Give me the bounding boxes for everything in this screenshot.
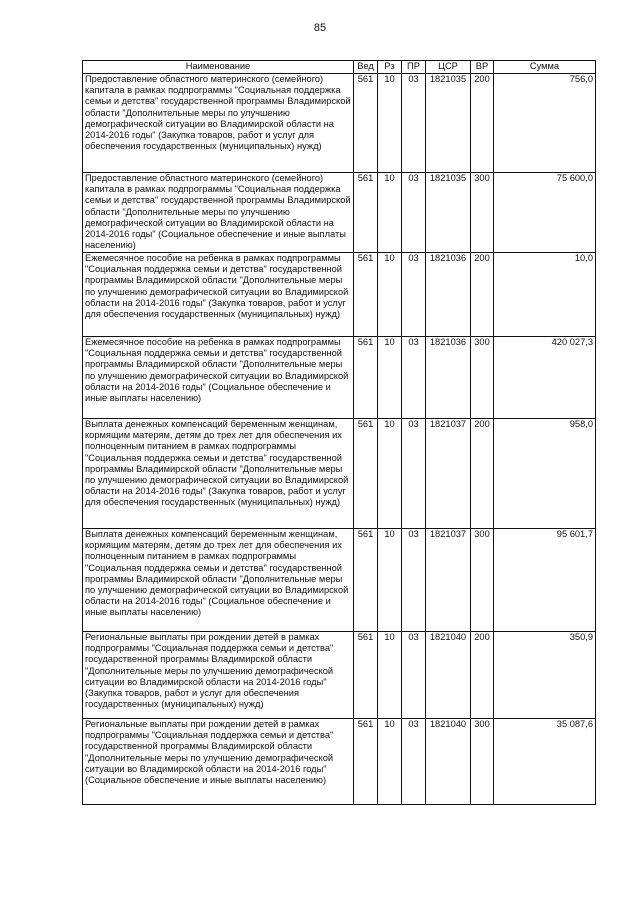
cell-pr: 03 — [402, 632, 426, 719]
cell-csr: 1821037 — [426, 419, 471, 529]
table-row — [83, 419, 596, 529]
col-header-sum: Сумма — [494, 61, 596, 74]
cell-ved: 561 — [354, 253, 378, 337]
cell-name: Предоставление областного материнского (семейного) капитала в рамках подпрограммы "Социальная поддержка семьи и детства" государственной программы Владимирской области "Дополнительные меры по улучшению демографической ситуации во Владимирской области на 2014-2016 годы" (Социальное обеспечение и иные выплаты населению) — [83, 173, 354, 253]
cell-rz: 10 — [378, 719, 402, 805]
cell-csr: 1821036 — [426, 337, 471, 419]
cell-pr: 03 — [402, 253, 426, 337]
cell-pr: 03 — [402, 719, 426, 805]
col-header-ved: Вед — [354, 61, 378, 74]
cell-rz: 10 — [378, 419, 402, 529]
cell-sum: 756,0 — [494, 74, 596, 173]
cell-name: Региональные выплаты при рождении детей в рамках подпрограммы "Социальная поддержка семьи и детства" государственной программы Владимирской области "Дополнительные меры по улучшению демографической ситуации во Владимирской области на 2014-2016 годы" (Закупка товаров, работ и услуг для обеспечения государственных (муниципальных) нужд) — [83, 632, 354, 719]
cell-name: Ежемесячное пособие на ребенка в рамках подпрограммы "Социальная поддержка семьи и детства" государственной программы Владимирской области "Дополнительные меры по улучшению демографической ситуации во Владимирской области на 2014-2016 годы" (Закупка товаров, работ и услуг для обеспечения государственных (муниципальных) нужд) — [83, 253, 354, 337]
cell-name: Выплата денежных компенсаций беременным женщинам, кормящим матерям, детям до трех лет для обеспечения их полноценным питанием в рамках подпрограммы "Социальная поддержка семьи и детства" государственной программы Владимирской области "Дополнительные меры по улучшению демографической ситуации во Владимирской области на 2014-2016 годы" (Закупка товаров, работ и услуг для обеспечения государственных (муниципальных) нужд) — [83, 419, 354, 529]
budget-table — [82, 60, 596, 805]
cell-sum: 75 600,0 — [494, 173, 596, 253]
table-row — [83, 173, 596, 253]
table-row — [83, 632, 596, 719]
col-header-csr: ЦСР — [426, 61, 471, 74]
table-row — [83, 253, 596, 337]
table-body — [83, 74, 596, 805]
cell-vr: 300 — [471, 529, 494, 632]
table-row — [83, 337, 596, 419]
cell-sum: 95 601,7 — [494, 529, 596, 632]
cell-ved: 561 — [354, 173, 378, 253]
cell-vr: 300 — [471, 173, 494, 253]
cell-sum: 35 087,6 — [494, 719, 596, 805]
cell-sum: 420 027,3 — [494, 337, 596, 419]
col-header-name: Наименование — [83, 61, 354, 74]
cell-rz: 10 — [378, 632, 402, 719]
table-row — [83, 719, 596, 805]
cell-name: Ежемесячное пособие на ребенка в рамках подпрограммы "Социальная поддержка семьи и детства" государственной программы Владимирской области "Дополнительные меры по улучшению демографической ситуации во Владимирской области на 2014-2016 годы" (Социальное обеспечение и иные выплаты населению) — [83, 337, 354, 419]
cell-vr: 300 — [471, 337, 494, 419]
cell-rz: 10 — [378, 337, 402, 419]
cell-rz: 10 — [378, 74, 402, 173]
cell-ved: 561 — [354, 529, 378, 632]
cell-csr: 1821040 — [426, 632, 471, 719]
col-header-pr: ПР — [402, 61, 426, 74]
cell-pr: 03 — [402, 337, 426, 419]
cell-sum: 10,0 — [494, 253, 596, 337]
cell-ved: 561 — [354, 719, 378, 805]
table-header-row — [83, 61, 596, 74]
cell-ved: 561 — [354, 632, 378, 719]
cell-pr: 03 — [402, 74, 426, 173]
col-header-rz: Рз — [378, 61, 402, 74]
cell-vr: 200 — [471, 419, 494, 529]
cell-name: Региональные выплаты при рождении детей в рамках подпрограммы "Социальная поддержка семьи и детства" государственной программы Владимирской области "Дополнительные меры по улучшению демографической ситуации во Владимирской области на 2014-2016 годы" (Социальное обеспечение и иные выплаты населению) — [83, 719, 354, 805]
cell-sum: 350,9 — [494, 632, 596, 719]
cell-csr: 1821037 — [426, 529, 471, 632]
cell-sum: 958,0 — [494, 419, 596, 529]
cell-ved: 561 — [354, 419, 378, 529]
col-header-vr: ВР — [471, 61, 494, 74]
cell-rz: 10 — [378, 253, 402, 337]
page-number: 85 — [313, 22, 327, 34]
table-row — [83, 529, 596, 632]
cell-vr: 200 — [471, 74, 494, 173]
cell-csr: 1821036 — [426, 253, 471, 337]
cell-ved: 561 — [354, 337, 378, 419]
cell-csr: 1821040 — [426, 719, 471, 805]
cell-name: Выплата денежных компенсаций беременным женщинам, кормящим матерям, детям до трех лет для обеспечения их полноценным питанием в рамках подпрограммы "Социальная поддержка семьи и детства" государственной программы Владимирской области "Дополнительные меры по улучшению демографической ситуации во Владимирской области на 2014-2016 годы" (Социальное обеспечение и иные выплаты населению) — [83, 529, 354, 632]
cell-rz: 10 — [378, 529, 402, 632]
cell-pr: 03 — [402, 173, 426, 253]
cell-csr: 1821035 — [426, 173, 471, 253]
cell-pr: 03 — [402, 419, 426, 529]
cell-csr: 1821035 — [426, 74, 471, 173]
cell-ved: 561 — [354, 74, 378, 173]
cell-vr: 300 — [471, 719, 494, 805]
cell-vr: 200 — [471, 253, 494, 337]
cell-vr: 200 — [471, 632, 494, 719]
cell-name: Предоставление областного материнского (семейного) капитала в рамках подпрограммы "Социальная поддержка семьи и детства" государственной программы Владимирской области "Дополнительные меры по улучшению демографической ситуации во Владимирской области на 2014-2016 годы" (Закупка товаров, работ и услуг для обеспечения государственных (муниципальных) нужд) — [83, 74, 354, 173]
table-row — [83, 74, 596, 173]
cell-pr: 03 — [402, 529, 426, 632]
cell-rz: 10 — [378, 173, 402, 253]
